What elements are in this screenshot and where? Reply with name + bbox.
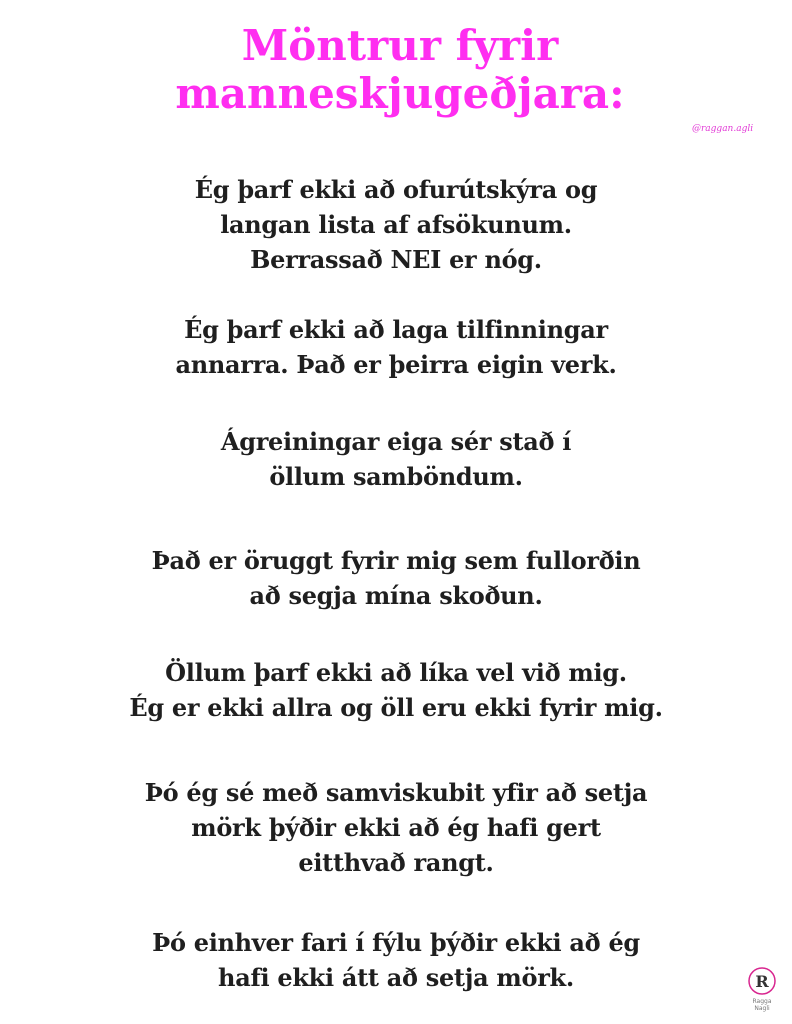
brand-mark-icon xyxy=(742,964,782,998)
mantra-3 xyxy=(0,424,792,494)
mantra-line: Ég þarf ekki að laga tilfinningar xyxy=(184,315,608,344)
mantra-line: Það er öruggt fyrir mig sem fullorðin xyxy=(151,546,641,575)
mantra-7 xyxy=(0,925,792,995)
brand-logo xyxy=(742,964,782,1016)
mantra-2 xyxy=(0,312,792,382)
mantra-line: Öllum þarf ekki að líka vel við mig. xyxy=(165,658,627,687)
brand-logo-text xyxy=(742,998,782,1012)
mantra-line: eitthvað rangt. xyxy=(298,848,494,877)
brand-logo-line-2: Nagli xyxy=(754,1005,770,1012)
mantra-line: hafi ekki átt að setja mörk. xyxy=(218,963,574,992)
mantra-line: öllum samböndum. xyxy=(269,462,523,491)
title-line-2: manneskjugeðjara: xyxy=(175,69,625,118)
mantra-line: Berrassað NEI er nóg. xyxy=(250,245,542,274)
mantra-line: annarra. Það er þeirra eigin verk. xyxy=(175,350,617,379)
mantra-4 xyxy=(0,543,792,613)
mantra-6 xyxy=(0,775,792,880)
mantra-line: að segja mína skoðun. xyxy=(249,581,543,610)
mantra-line: mörk þýðir ekki að ég hafi gert xyxy=(191,813,601,842)
mantra-5 xyxy=(0,655,792,725)
svg-text:R: R xyxy=(755,972,769,991)
mantra-1 xyxy=(0,172,792,277)
mantra-line: Ég þarf ekki að ofurútskýra og xyxy=(194,175,598,204)
title-line-1: Möntrur fyrir xyxy=(241,21,559,70)
mantra-line: Þó einhver fari í fýlu þýðir ekki að ég xyxy=(152,928,640,957)
page-title xyxy=(150,22,650,118)
mantra-line: langan lista af afsökunum. xyxy=(220,210,572,239)
brand-logo-line-1: Ragga xyxy=(752,998,772,1005)
mantra-line: Ágreiningar eiga sér stað í xyxy=(220,427,572,456)
author-handle: @raggan.agli xyxy=(692,124,754,134)
mantra-line: Þó ég sé með samviskubit yfir að setja xyxy=(144,778,648,807)
mantra-line: Ég er ekki allra og öll eru ekki fyrir mig. xyxy=(129,693,663,722)
